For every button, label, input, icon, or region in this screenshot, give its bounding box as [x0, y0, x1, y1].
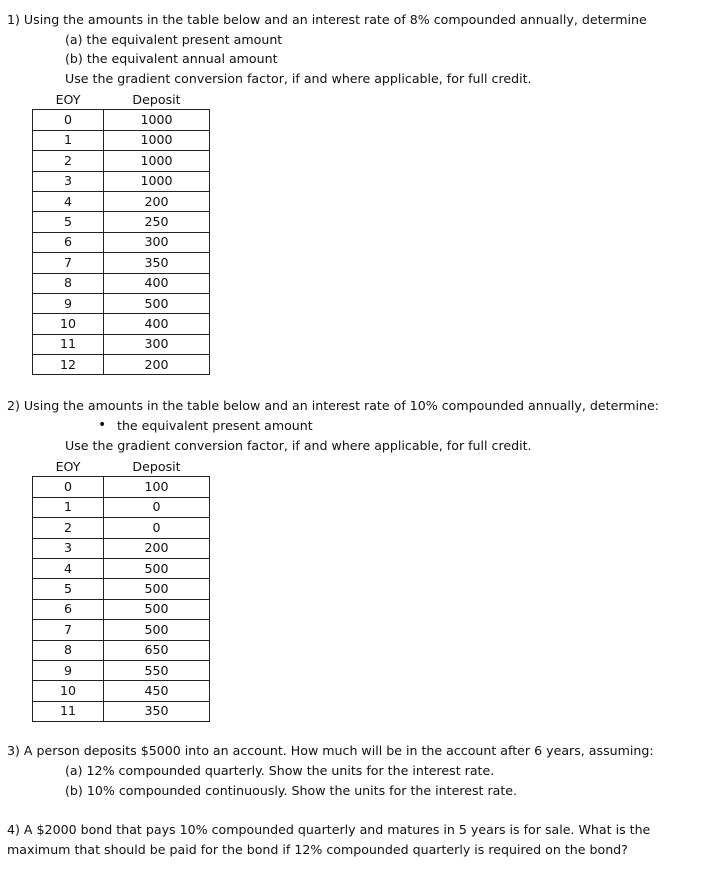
- q2-note: Use the gradient conversion factor, if and where applicable, for full credit.: [65, 438, 532, 453]
- q1-deposit-table: [32, 90, 210, 375]
- eoy-cell: 9: [33, 293, 104, 313]
- eoy-cell: 8: [33, 640, 104, 660]
- eoy-cell: 10: [33, 314, 104, 334]
- q4-line2: maximum that should be paid for the bond if 12% compounded quarterly is required on the bond?: [7, 842, 628, 857]
- q3-part-a: (a) 12% compounded quarterly. Show the units for the interest rate.: [65, 763, 495, 778]
- eoy-cell: 6: [33, 232, 104, 252]
- deposit-cell: 500: [104, 599, 210, 619]
- q2-intro: 2) Using the amounts in the table below and an interest rate of 10% compounded annually, determine:: [7, 398, 660, 413]
- table-row: [33, 253, 210, 273]
- eoy-cell: 2: [33, 151, 104, 171]
- deposit-cell: 200: [104, 355, 210, 375]
- table-row: [33, 558, 210, 578]
- eoy-cell: 7: [33, 253, 104, 273]
- deposit-cell: 200: [104, 538, 210, 558]
- eoy-cell: 0: [33, 477, 104, 497]
- table-row: [33, 151, 210, 171]
- table-row: [33, 191, 210, 211]
- table-row: [33, 497, 210, 517]
- q1-note: Use the gradient conversion factor, if and where applicable, for full credit.: [65, 71, 532, 86]
- table-row: [33, 640, 210, 660]
- table-row: [33, 130, 210, 150]
- eoy-cell: 3: [33, 538, 104, 558]
- deposit-cell: 400: [104, 314, 210, 334]
- bullet-icon: •: [98, 417, 107, 433]
- eoy-cell: 8: [33, 273, 104, 293]
- deposit-cell: 250: [104, 212, 210, 232]
- table-row: [33, 681, 210, 701]
- deposit-cell: 450: [104, 681, 210, 701]
- q2-bullet-text: the equivalent present amount: [117, 418, 313, 433]
- table-row: [33, 293, 210, 313]
- deposit-cell: 0: [104, 497, 210, 517]
- table-row: [33, 212, 210, 232]
- q3-part-b: (b) 10% compounded continuously. Show the units for the interest rate.: [65, 783, 518, 798]
- table-row: [33, 538, 210, 558]
- eoy-cell: 6: [33, 599, 104, 619]
- table-row: [33, 334, 210, 354]
- table-row: [33, 110, 210, 130]
- table-row: [33, 599, 210, 619]
- deposit-cell: 1000: [104, 151, 210, 171]
- deposit-cell: 400: [104, 273, 210, 293]
- eoy-cell: 0: [33, 110, 104, 130]
- deposit-cell: 500: [104, 558, 210, 578]
- deposit-cell: 500: [104, 620, 210, 640]
- eoy-cell: 3: [33, 171, 104, 191]
- eoy-cell: 5: [33, 212, 104, 232]
- table-row: [33, 355, 210, 375]
- table-row: [33, 701, 210, 721]
- table-row: [33, 171, 210, 191]
- deposit-cell: 1000: [104, 110, 210, 130]
- table-row: [33, 579, 210, 599]
- table-row: [33, 314, 210, 334]
- eoy-cell: 10: [33, 681, 104, 701]
- eoy-cell: 7: [33, 620, 104, 640]
- q2-deposit-table: [32, 457, 210, 722]
- eoy-cell: 11: [33, 334, 104, 354]
- eoy-cell: 1: [33, 130, 104, 150]
- q1-part-b: (b) the equivalent annual amount: [65, 51, 278, 66]
- deposit-cell: 1000: [104, 171, 210, 191]
- q1-part-a: (a) the equivalent present amount: [65, 32, 283, 47]
- deposit-cell: 650: [104, 640, 210, 660]
- q1-intro: 1) Using the amounts in the table below and an interest rate of 8% compounded annually, determine: [7, 12, 647, 27]
- deposit-cell: 100: [104, 477, 210, 497]
- deposit-cell: 350: [104, 701, 210, 721]
- q1-col-eoy: EOY: [33, 90, 104, 110]
- deposit-cell: 200: [104, 191, 210, 211]
- table-row: [33, 660, 210, 680]
- eoy-cell: 1: [33, 497, 104, 517]
- deposit-cell: 300: [104, 232, 210, 252]
- q1-col-deposit: Deposit: [104, 90, 210, 110]
- deposit-cell: 1000: [104, 130, 210, 150]
- eoy-cell: 5: [33, 579, 104, 599]
- table-row: [33, 273, 210, 293]
- q4-line1: 4) A $2000 bond that pays 10% compounded quarterly and matures in 5 years is for sale. What is the: [7, 822, 651, 837]
- deposit-cell: 350: [104, 253, 210, 273]
- eoy-cell: 4: [33, 558, 104, 578]
- eoy-cell: 2: [33, 518, 104, 538]
- deposit-cell: 0: [104, 518, 210, 538]
- eoy-cell: 11: [33, 701, 104, 721]
- eoy-cell: 4: [33, 191, 104, 211]
- table-row: [33, 620, 210, 640]
- eoy-cell: 12: [33, 355, 104, 375]
- deposit-cell: 550: [104, 660, 210, 680]
- table-row: [33, 232, 210, 252]
- deposit-cell: 500: [104, 293, 210, 313]
- q2-col-deposit: Deposit: [104, 457, 210, 477]
- q3-intro: 3) A person deposits $5000 into an account. How much will be in the account after 6 years, assuming:: [7, 743, 654, 758]
- q2-col-eoy: EOY: [33, 457, 104, 477]
- eoy-cell: 9: [33, 660, 104, 680]
- table-row: [33, 477, 210, 497]
- table-row: [33, 518, 210, 538]
- deposit-cell: 500: [104, 579, 210, 599]
- deposit-cell: 300: [104, 334, 210, 354]
